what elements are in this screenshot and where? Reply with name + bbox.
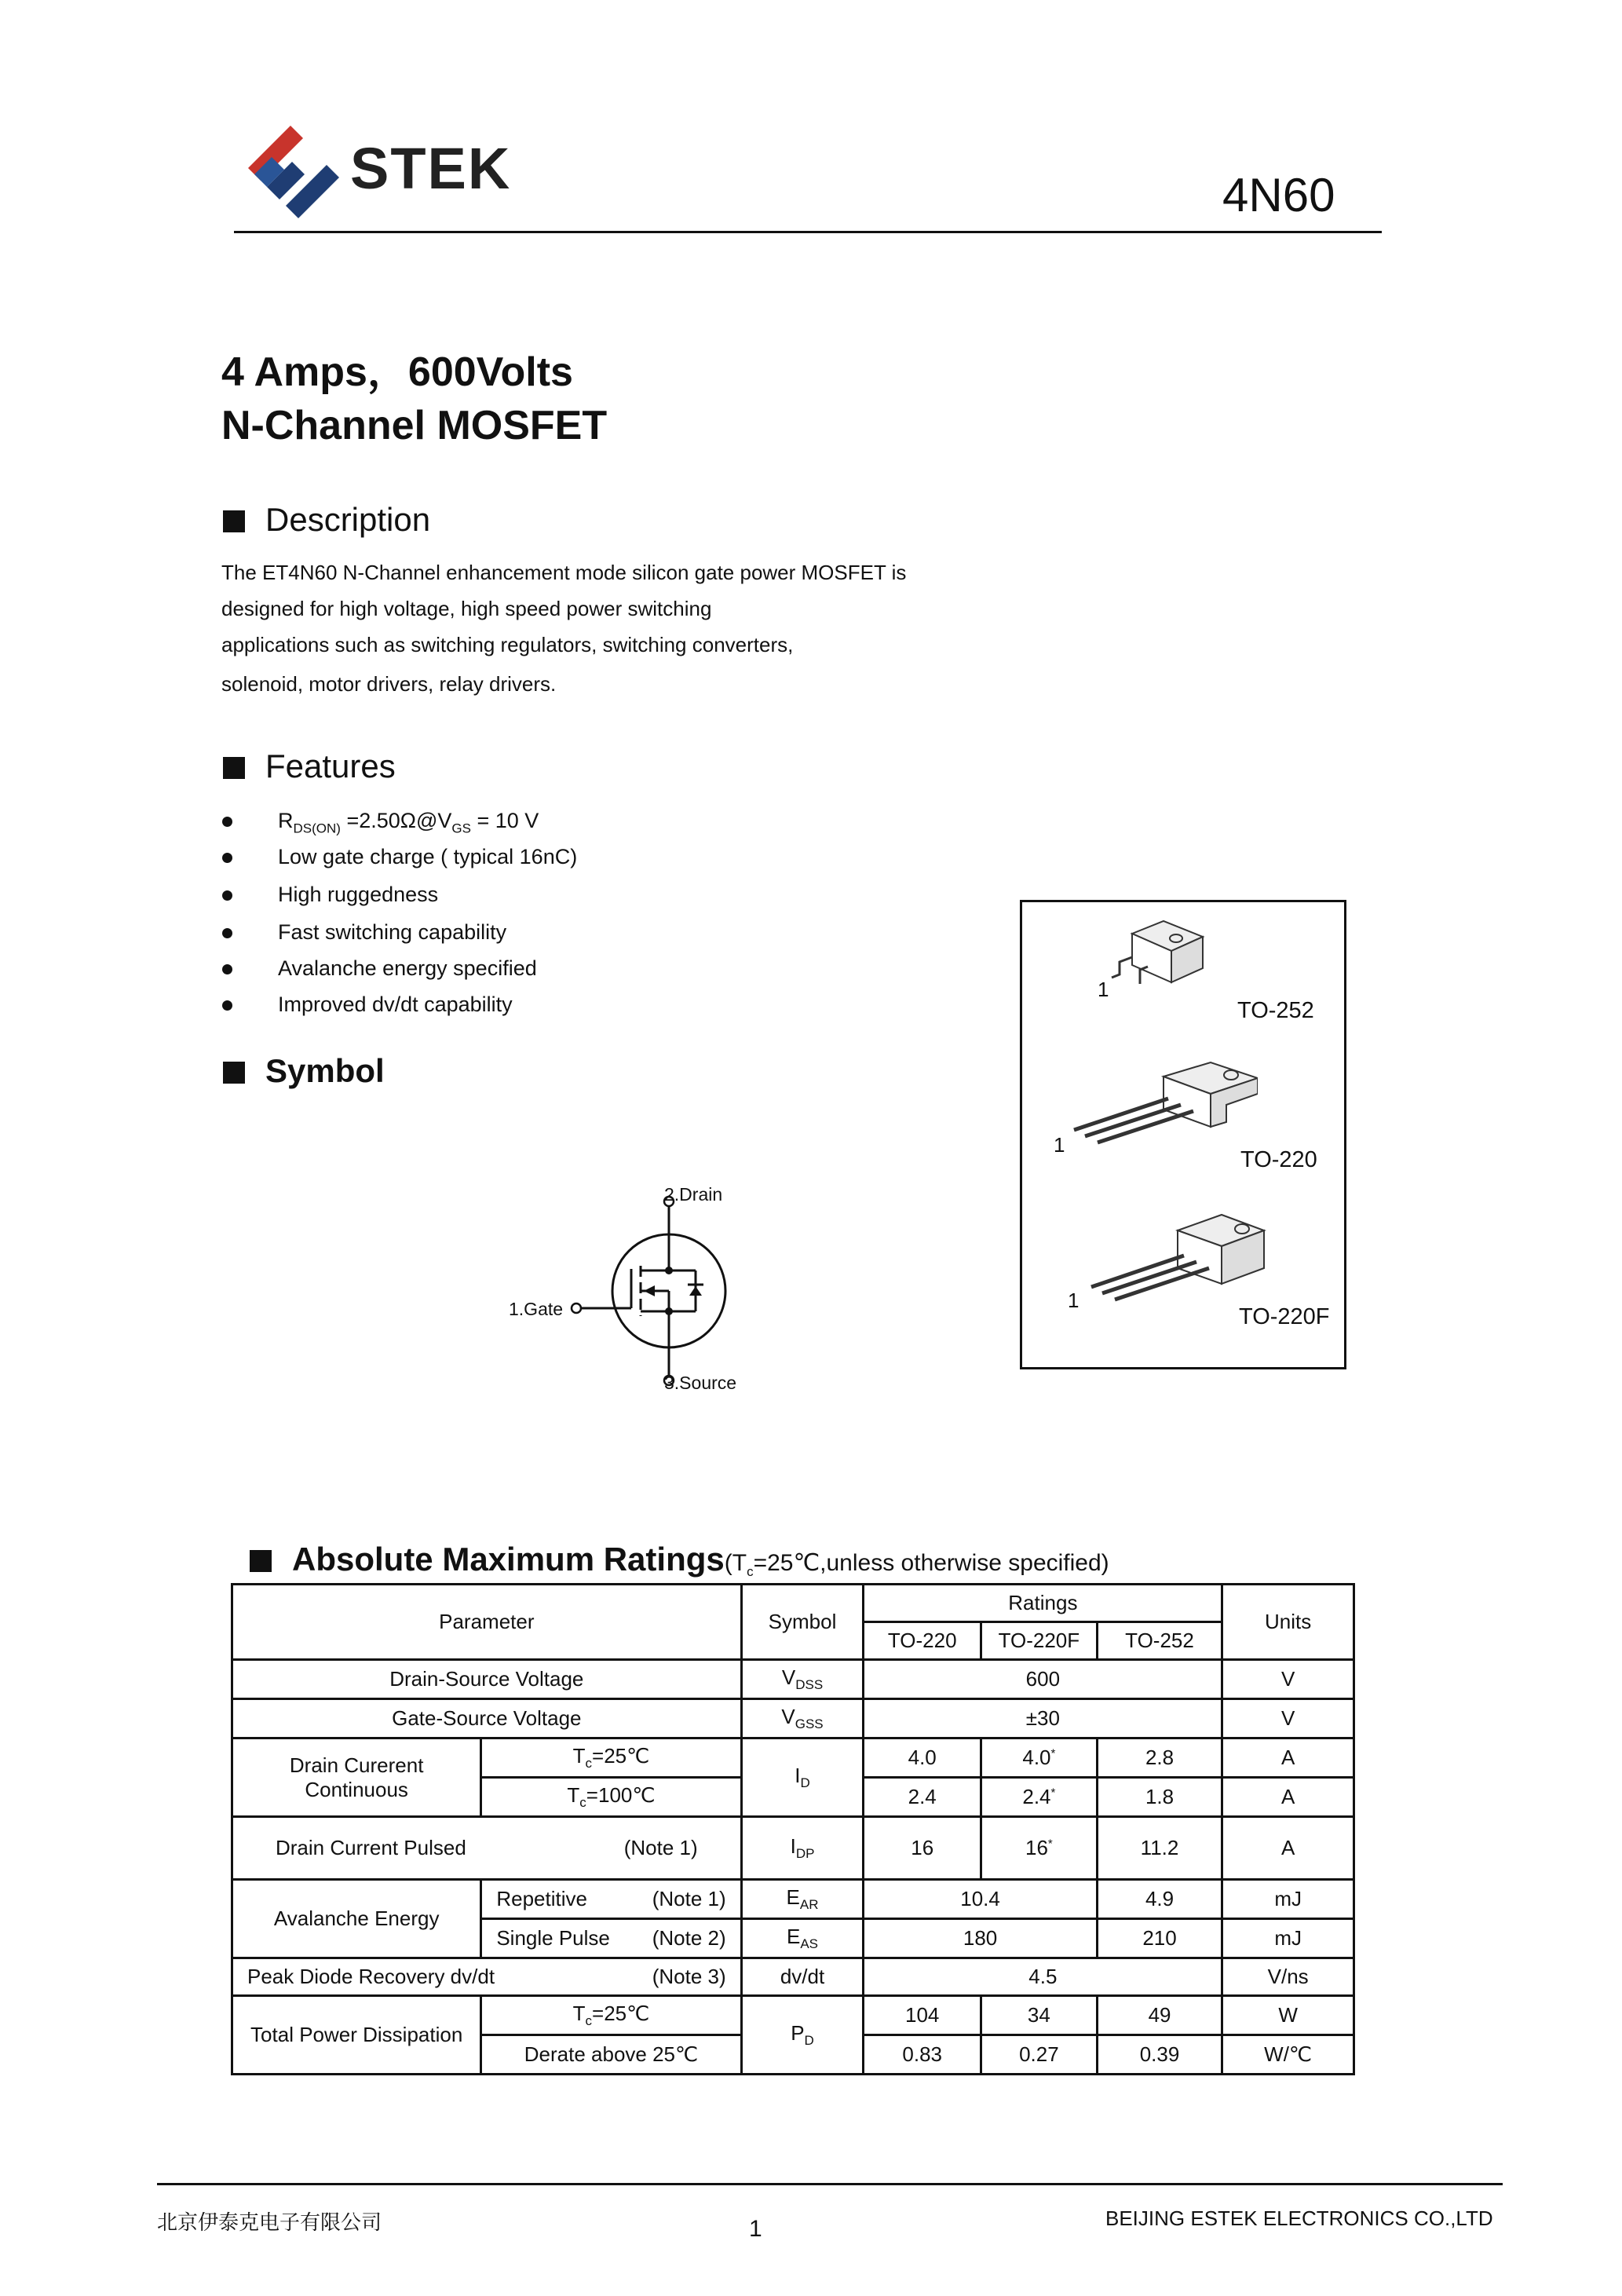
drain-label: 2.Drain [664, 1184, 723, 1205]
square-bullet-icon [223, 510, 245, 532]
header-divider [234, 231, 1382, 233]
description-line: solenoid, motor drivers, relay drivers. [221, 672, 557, 696]
pin1-label: 1 [1054, 1133, 1065, 1157]
description-text [221, 554, 1006, 702]
title-line-1: 4 Amps，600Volts [221, 349, 573, 395]
source-label: 3.Source [664, 1373, 737, 1393]
col-pkg: TO-220 [864, 1622, 981, 1660]
col-symbol: Symbol [741, 1585, 864, 1660]
pin1-label: 1 [1098, 978, 1109, 1001]
pkg-to220f-label: TO-220F [1239, 1304, 1330, 1329]
bullet-icon [222, 890, 232, 901]
feature-item: High ruggedness [278, 883, 438, 907]
stek-logo-icon [240, 118, 345, 218]
table-row: Drain Curerent Continuous $T_c=25℃$ $I_D$ 4.0 4.0* 2.8 A [232, 1738, 1354, 1778]
feature-item: Avalanche energy specified [278, 956, 537, 981]
col-pkg: TO-220F [981, 1622, 1098, 1660]
bullet-icon [222, 1000, 232, 1011]
feature-rds: $R_{DS(ON)}$ $=2.50\Omega@V_{GS} = 10$ V [278, 809, 539, 836]
footer-company-en: BEIJING ESTEK ELECTRONICS CO.,LTD [1105, 2206, 1493, 2230]
bullet-icon [222, 928, 232, 938]
to220-package-icon [1054, 1059, 1258, 1153]
table-row: Gate-Source Voltage $V_{GSS}$ ±30 V [232, 1699, 1354, 1738]
ratings-heading: Absolute Maximum $Ratings(T_c=25℃,unless$ otherwise specified) [250, 1541, 1109, 1580]
symbol-heading: Symbol [223, 1052, 385, 1090]
logo-text: STEK [350, 136, 512, 201]
to220f-package-icon [1068, 1208, 1272, 1311]
col-parameter: Parameter [232, 1585, 742, 1660]
product-title [221, 345, 607, 452]
table-header-row [232, 1585, 1354, 1622]
to252-package-icon [1101, 918, 1211, 1004]
feature-item: Improved dv/dt capability [278, 993, 513, 1017]
pkg-to220-label: TO-220 [1240, 1147, 1317, 1172]
feature-item: Fast switching capability [278, 920, 506, 945]
bullet-icon [222, 853, 232, 863]
col-units: Units [1222, 1585, 1354, 1660]
table-row: Drain-Source Voltage $V_{DSS}$ 600 V [232, 1660, 1354, 1699]
page-number: 1 [749, 2216, 762, 2242]
description-line: designed for high voltage, high speed power switching [221, 597, 712, 620]
footer-company-cn: 北京伊泰克电子有限公司 [157, 2210, 382, 2234]
square-bullet-icon [223, 757, 245, 779]
col-pkg: TO-252 [1097, 1622, 1222, 1660]
square-bullet-icon [223, 1062, 245, 1084]
ratings-table [231, 1583, 1355, 2075]
pkg-to252-label: TO-252 [1237, 998, 1314, 1023]
pin1-label: 1 [1068, 1289, 1080, 1312]
features-heading: Features [223, 748, 396, 785]
table-row: Derate above 25℃ 0.83 0.27 0.39 W/℃ [232, 2035, 1354, 2075]
bullet-icon [222, 817, 232, 827]
table-row: Total Power Dissipation $T_c=25℃$ $P_D$ 104 34 49 W [232, 1996, 1354, 2035]
table-row: Single Pulse (Note 2) $E_{AS}$ 180 210 mJ [232, 1919, 1354, 1958]
square-bullet-icon [250, 1550, 272, 1572]
col-ratings: Ratings [864, 1585, 1222, 1622]
feature-item: Low gate charge ( typical 16nC) [278, 845, 577, 869]
description-line: applications such as switching regulators, switching converters, [221, 633, 794, 656]
gate-label: 1.Gate [509, 1299, 564, 1319]
package-figure [1020, 900, 1346, 1369]
description-heading: Description [223, 501, 430, 539]
bullet-icon [222, 964, 232, 974]
table-row: Avalanche Energy Repetitive (Note 1) $E_{AR}$ 10.4 4.9 mJ [232, 1880, 1354, 1919]
title-line-2: N-Channel MOSFET [221, 403, 608, 448]
table-row: Drain Current Pulsed (Note 1) $I_{DP}$ 16 16* 11.2 A [232, 1817, 1354, 1880]
footer-divider [157, 2183, 1503, 2185]
part-number: 4N60 [1222, 169, 1335, 221]
table-row: $T_c=100℃$ 2.4 2.4* 1.8 A [232, 1778, 1354, 1817]
description-line: The ET4N60 N-Channel enhancement mode silicon gate power MOSFET is [221, 561, 907, 584]
table-row: Peak Diode Recovery dv/dt (Note 3) dv/dt 4.5 V/ns [232, 1958, 1354, 1996]
mosfet-symbol-icon [550, 1178, 785, 1406]
